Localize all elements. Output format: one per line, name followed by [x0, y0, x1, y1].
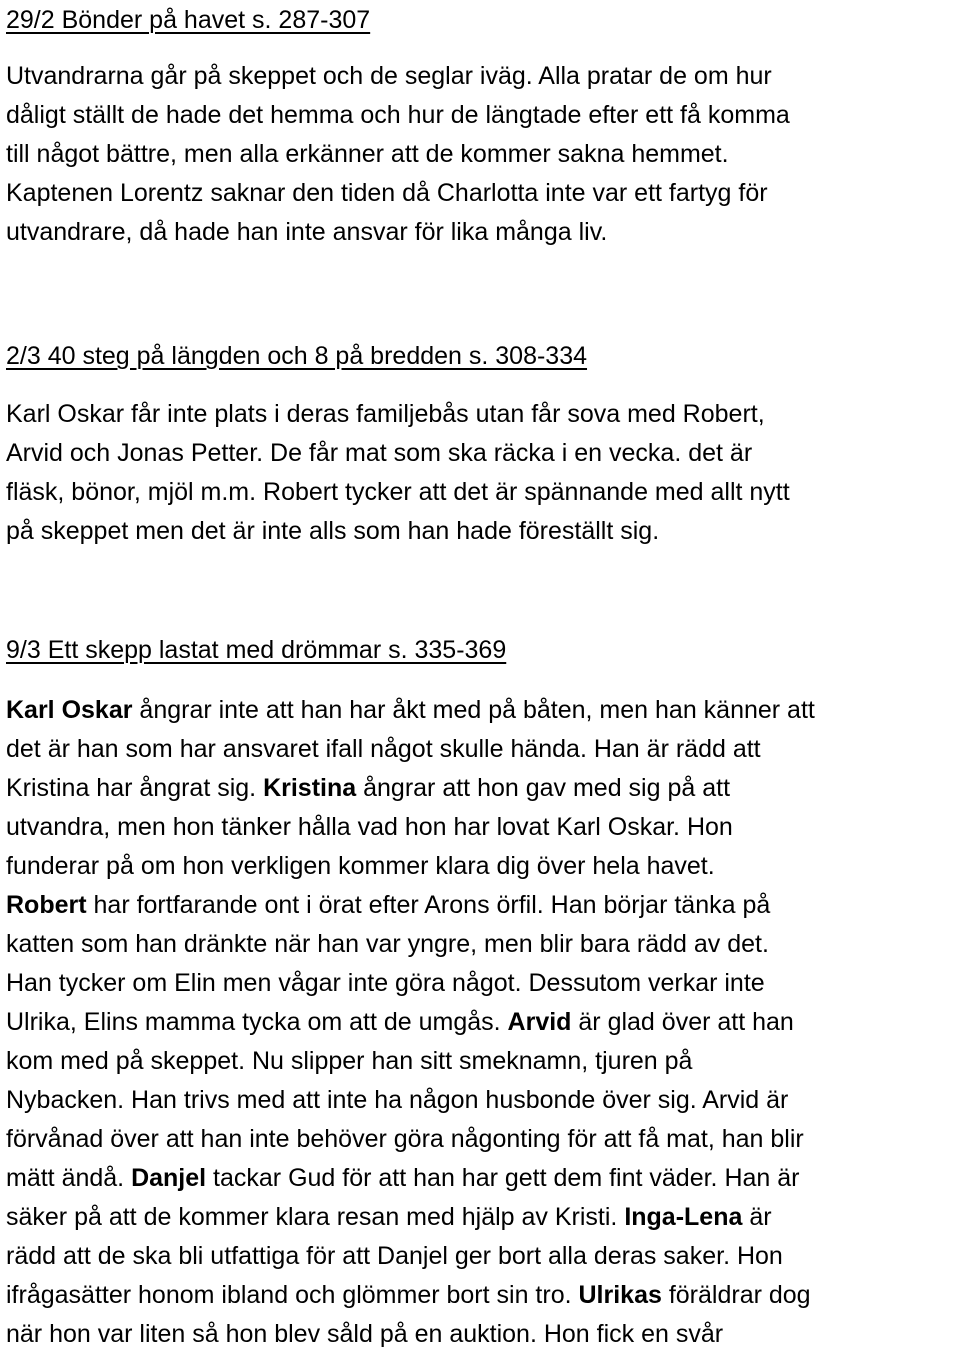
text-line: [6, 396, 765, 432]
text-line: [6, 175, 768, 211]
text-line: [6, 1160, 799, 1196]
text-run: ifrågasätter honom ibland och glömmer bort sin tro.: [6, 1281, 579, 1309]
text-line: [6, 731, 761, 767]
text-line: [6, 848, 715, 884]
section-heading: 2/3 40 steg på längden och 8 på bredden s. 308-334: [6, 342, 588, 370]
text-run: är: [742, 1203, 772, 1231]
text-run: dåligt ställt de hade det hemma och hur de längtade efter ett få komma: [6, 101, 790, 129]
text-run: ångrar inte att han har åkt med på båten, men han känner att: [132, 696, 815, 724]
text-line: [6, 809, 733, 845]
character-name: Robert: [6, 891, 87, 919]
text-run: förvånad över att han inte behöver göra någonting för att få mat, han blir: [6, 1125, 804, 1153]
text-line: [6, 692, 815, 728]
text-run: till något bättre, men alla erkänner att de kommer sakna hemmet.: [6, 140, 729, 168]
text-line: [6, 1121, 804, 1157]
text-line: [6, 1004, 794, 1040]
text-line: [6, 965, 765, 1001]
text-run: Kaptenen Lorentz saknar den tiden då Charlotta inte var ett fartyg för: [6, 179, 768, 207]
text-run: Karl Oskar får inte plats i deras familjebås utan får sova med Robert,: [6, 400, 765, 428]
text-run: när hon var liten så hon blev såld på en auktion. Hon fick en svår: [6, 1320, 724, 1348]
character-name: Inga-Lena: [624, 1203, 743, 1231]
character-name: Arvid: [507, 1008, 572, 1036]
text-run: Nybacken. Han trivs med att inte ha någon husbonde över sig. Arvid är: [6, 1086, 789, 1114]
character-name: Ulrikas: [578, 1281, 662, 1309]
text-line: [6, 97, 790, 133]
character-name: Danjel: [131, 1164, 207, 1192]
text-run: Ulrika, Elins mamma tycka om att de umgås.: [6, 1008, 508, 1036]
text-line: [6, 1082, 788, 1118]
text-run: utvandra, men hon tänker hålla vad hon har lovat Karl Oskar. Hon: [6, 813, 733, 841]
text-run: rädd att de ska bli utfattiga för att Danjel ger bort alla deras saker. Hon: [6, 1242, 783, 1270]
section-heading: 9/3 Ett skepp lastat med drömmar s. 335-369: [6, 636, 507, 664]
text-run: mätt ändå.: [6, 1164, 132, 1192]
text-run: säker på att de kommer klara resan med hjälp av Kristi.: [6, 1203, 625, 1231]
text-line: [6, 770, 730, 806]
section-heading: 29/2 Bönder på havet s. 287-307: [6, 6, 371, 34]
text-run: är glad över att han: [571, 1008, 794, 1036]
text-run: utvandrare, då hade han inte ansvar för lika många liv.: [6, 218, 608, 246]
character-name: Kristina: [263, 774, 357, 802]
text-run: fläsk, bönor, mjöl m.m. Robert tycker att det är spännande med allt nytt: [6, 478, 790, 506]
text-run: kom med på skeppet. Nu slipper han sitt smeknamn, tjuren på: [6, 1047, 693, 1075]
text-run: på skeppet men det är inte alls som han hade föreställt sig.: [6, 517, 660, 545]
text-line: [6, 1043, 692, 1079]
text-line: [6, 214, 607, 250]
text-line: [6, 1316, 723, 1352]
text-run: funderar på om hon verkligen kommer klara dig över hela havet.: [6, 852, 715, 880]
text-run: det är han som har ansvaret ifall något skulle hända. Han är rädd att: [6, 735, 761, 763]
text-line: [6, 887, 770, 923]
text-run: katten som han dränkte när han var yngre, men blir bara rädd av det.: [6, 930, 769, 958]
text-line: [6, 1238, 783, 1274]
character-name: Karl Oskar: [6, 696, 133, 724]
text-run: föräldrar dog: [661, 1281, 811, 1309]
text-run: Han tycker om Elin men vågar inte göra något. Dessutom verkar inte: [6, 969, 765, 997]
text-line: [6, 513, 659, 549]
text-line: [6, 474, 790, 510]
text-run: har fortfarande ont i örat efter Arons örfil. Han börjar tänka på: [86, 891, 771, 919]
text-line: [6, 1277, 811, 1313]
text-run: Utvandrarna går på skeppet och de seglar iväg. Alla pratar de om hur: [6, 62, 772, 90]
text-line: [6, 1199, 772, 1235]
text-line: [6, 435, 752, 471]
text-line: [6, 926, 769, 962]
text-line: [6, 58, 772, 94]
text-run: tackar Gud för att han har gett dem fint väder. Han är: [206, 1164, 800, 1192]
text-run: Arvid och Jonas Petter. De får mat som ska räcka i en vecka. det är: [6, 439, 753, 467]
text-run: Kristina har ångrat sig.: [6, 774, 264, 802]
text-run: ångrar att hon gav med sig på att: [356, 774, 731, 802]
text-line: [6, 136, 729, 172]
